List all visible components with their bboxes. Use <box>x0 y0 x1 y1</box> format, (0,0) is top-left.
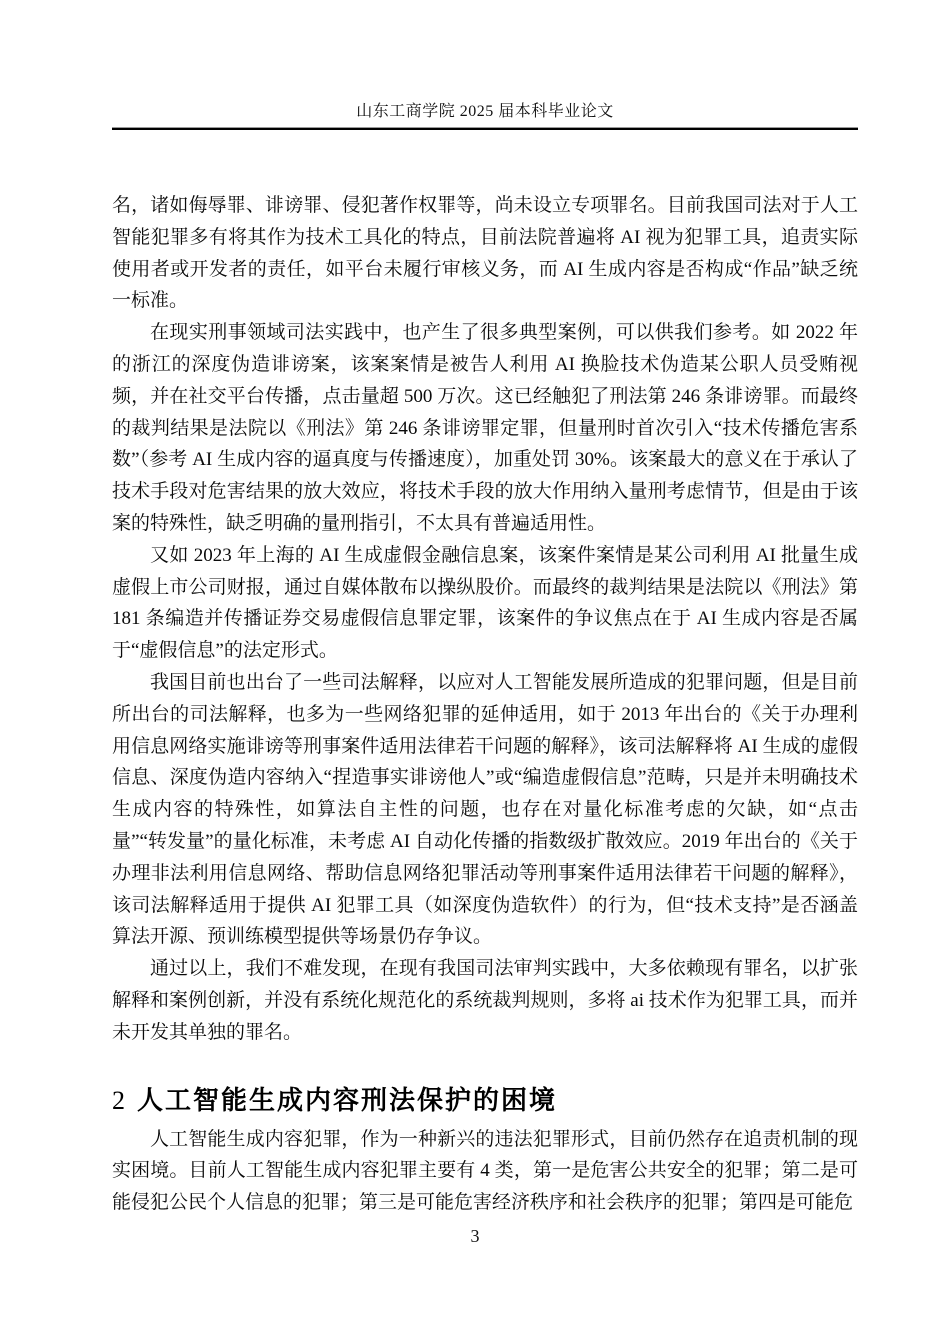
document-body <box>112 190 858 1219</box>
header-title: 山东工商学院 2025 届本科毕业论文 <box>356 103 614 120</box>
page-footer <box>0 1224 950 1248</box>
paragraph-judicial-interpretation: 我国目前也出台了一些司法解释，以应对人工智能发展所造成的犯罪问题，但是目前所出台的司法解释，也多为一些网络犯罪的延伸适用，如于 2013 年出台的《关于办理利用信息网络实施诽谤等刑事案件适用法律若干问题的解释》，该司法解释将 AI 生成的虚假信息、深度伪造内容纳入“捏造事实诽谤他人”或“编造虚假信息”范畴，只是并未明确技术生成内容的特殊性，如算法自主性的问题，也存在对量化标准考虑的欠缺，如“点击量”“转发量”的量化标准，未考虑 AI 自动化传播的指数级扩散效应。2019 年出台的《关于办理非法利用信息网络、帮助信息网络犯罪活动等刑事案件适用法律若干问题的解释》，该司法解释适用于提供 AI 犯罪工具（如深度伪造软件）的行为，但“技术支持”是否涵盖算法开源、预训练模型提供等场景仍存争议。 <box>112 671 858 948</box>
page-number: 3 <box>470 1226 480 1246</box>
paragraph-continuation: 名，诸如侮辱罪、诽谤罪、侵犯著作权罪等，尚未设立专项罪名。目前我国司法对于人工智能犯罪多有将其作为技术工具化的特点，目前法院普遍将 AI 视为犯罪工具，追责实际使用者或开发者的责任，如平台未履行审核义务，而 AI 生成内容是否构成“作品”缺乏统一标准。 <box>112 195 858 312</box>
paragraph-summary: 通过以上，我们不难发现，在现有我国司法审判实践中，大多依赖现有罪名，以扩张解释和案例创新，并没有系统化规范化的系统裁判规则，多将 ai 技术作为犯罪工具，而并未开发其单独的罪名。 <box>112 958 858 1043</box>
section-number: 2 <box>112 1085 125 1115</box>
paragraph-case-2023: 又如 2023 年上海的 AI 生成虚假金融信息案，该案件案情是某公司利用 AI 批量生成虚假上市公司财报，通过自媒体散布以操纵股价。而最终的裁判结果是法院以《刑法》第 181 条编造并传播证券交易虚假信息罪定罪，该案件的争议焦点在于 AI 生成内容是否属于“虚假信息”的法定形式。 <box>112 544 858 662</box>
paragraph-case-2022: 在现实刑事领域司法实践中，也产生了很多典型案例，可以供我们参考。如 2022 年的浙江的深度伪造诽谤案，该案案情是被告人利用 AI 换脸技术伪造某公职人员受贿视频，并在社交平台传播，点击量超 500 万次。这已经触犯了刑法第 246 条诽谤罪。而最终的裁判结果是法院以《刑法》第 246 条诽谤罪定罪，但量刑时首次引入“技术传播危害系数”（参考 AI 生成内容的逼真度与传播速度），加重处罚 30%。该案最大的意义在于承认了技术手段对危害结果的放大效应，将技术手段的放大作用纳入量刑考虑情节，但是由于该案的特殊性，缺乏明确的量刑指引，不太具有普遍适用性。 <box>112 322 858 534</box>
section-heading <box>112 1083 858 1118</box>
section-title: 人工智能生成内容刑法保护的困境 <box>137 1084 558 1115</box>
paragraph-section-intro: 人工智能生成内容犯罪，作为一种新兴的违法犯罪形式，目前仍然存在追责机制的现实困境。目前人工智能生成内容犯罪主要有 4 类，第一是危害公共安全的犯罪；第二是可能侵犯公民个人信息的犯罪；第三是可能危害经济秩序和社会秩序的犯罪；第四是可能危 <box>112 1128 858 1214</box>
page-header <box>112 102 858 130</box>
header-rule <box>112 127 858 130</box>
